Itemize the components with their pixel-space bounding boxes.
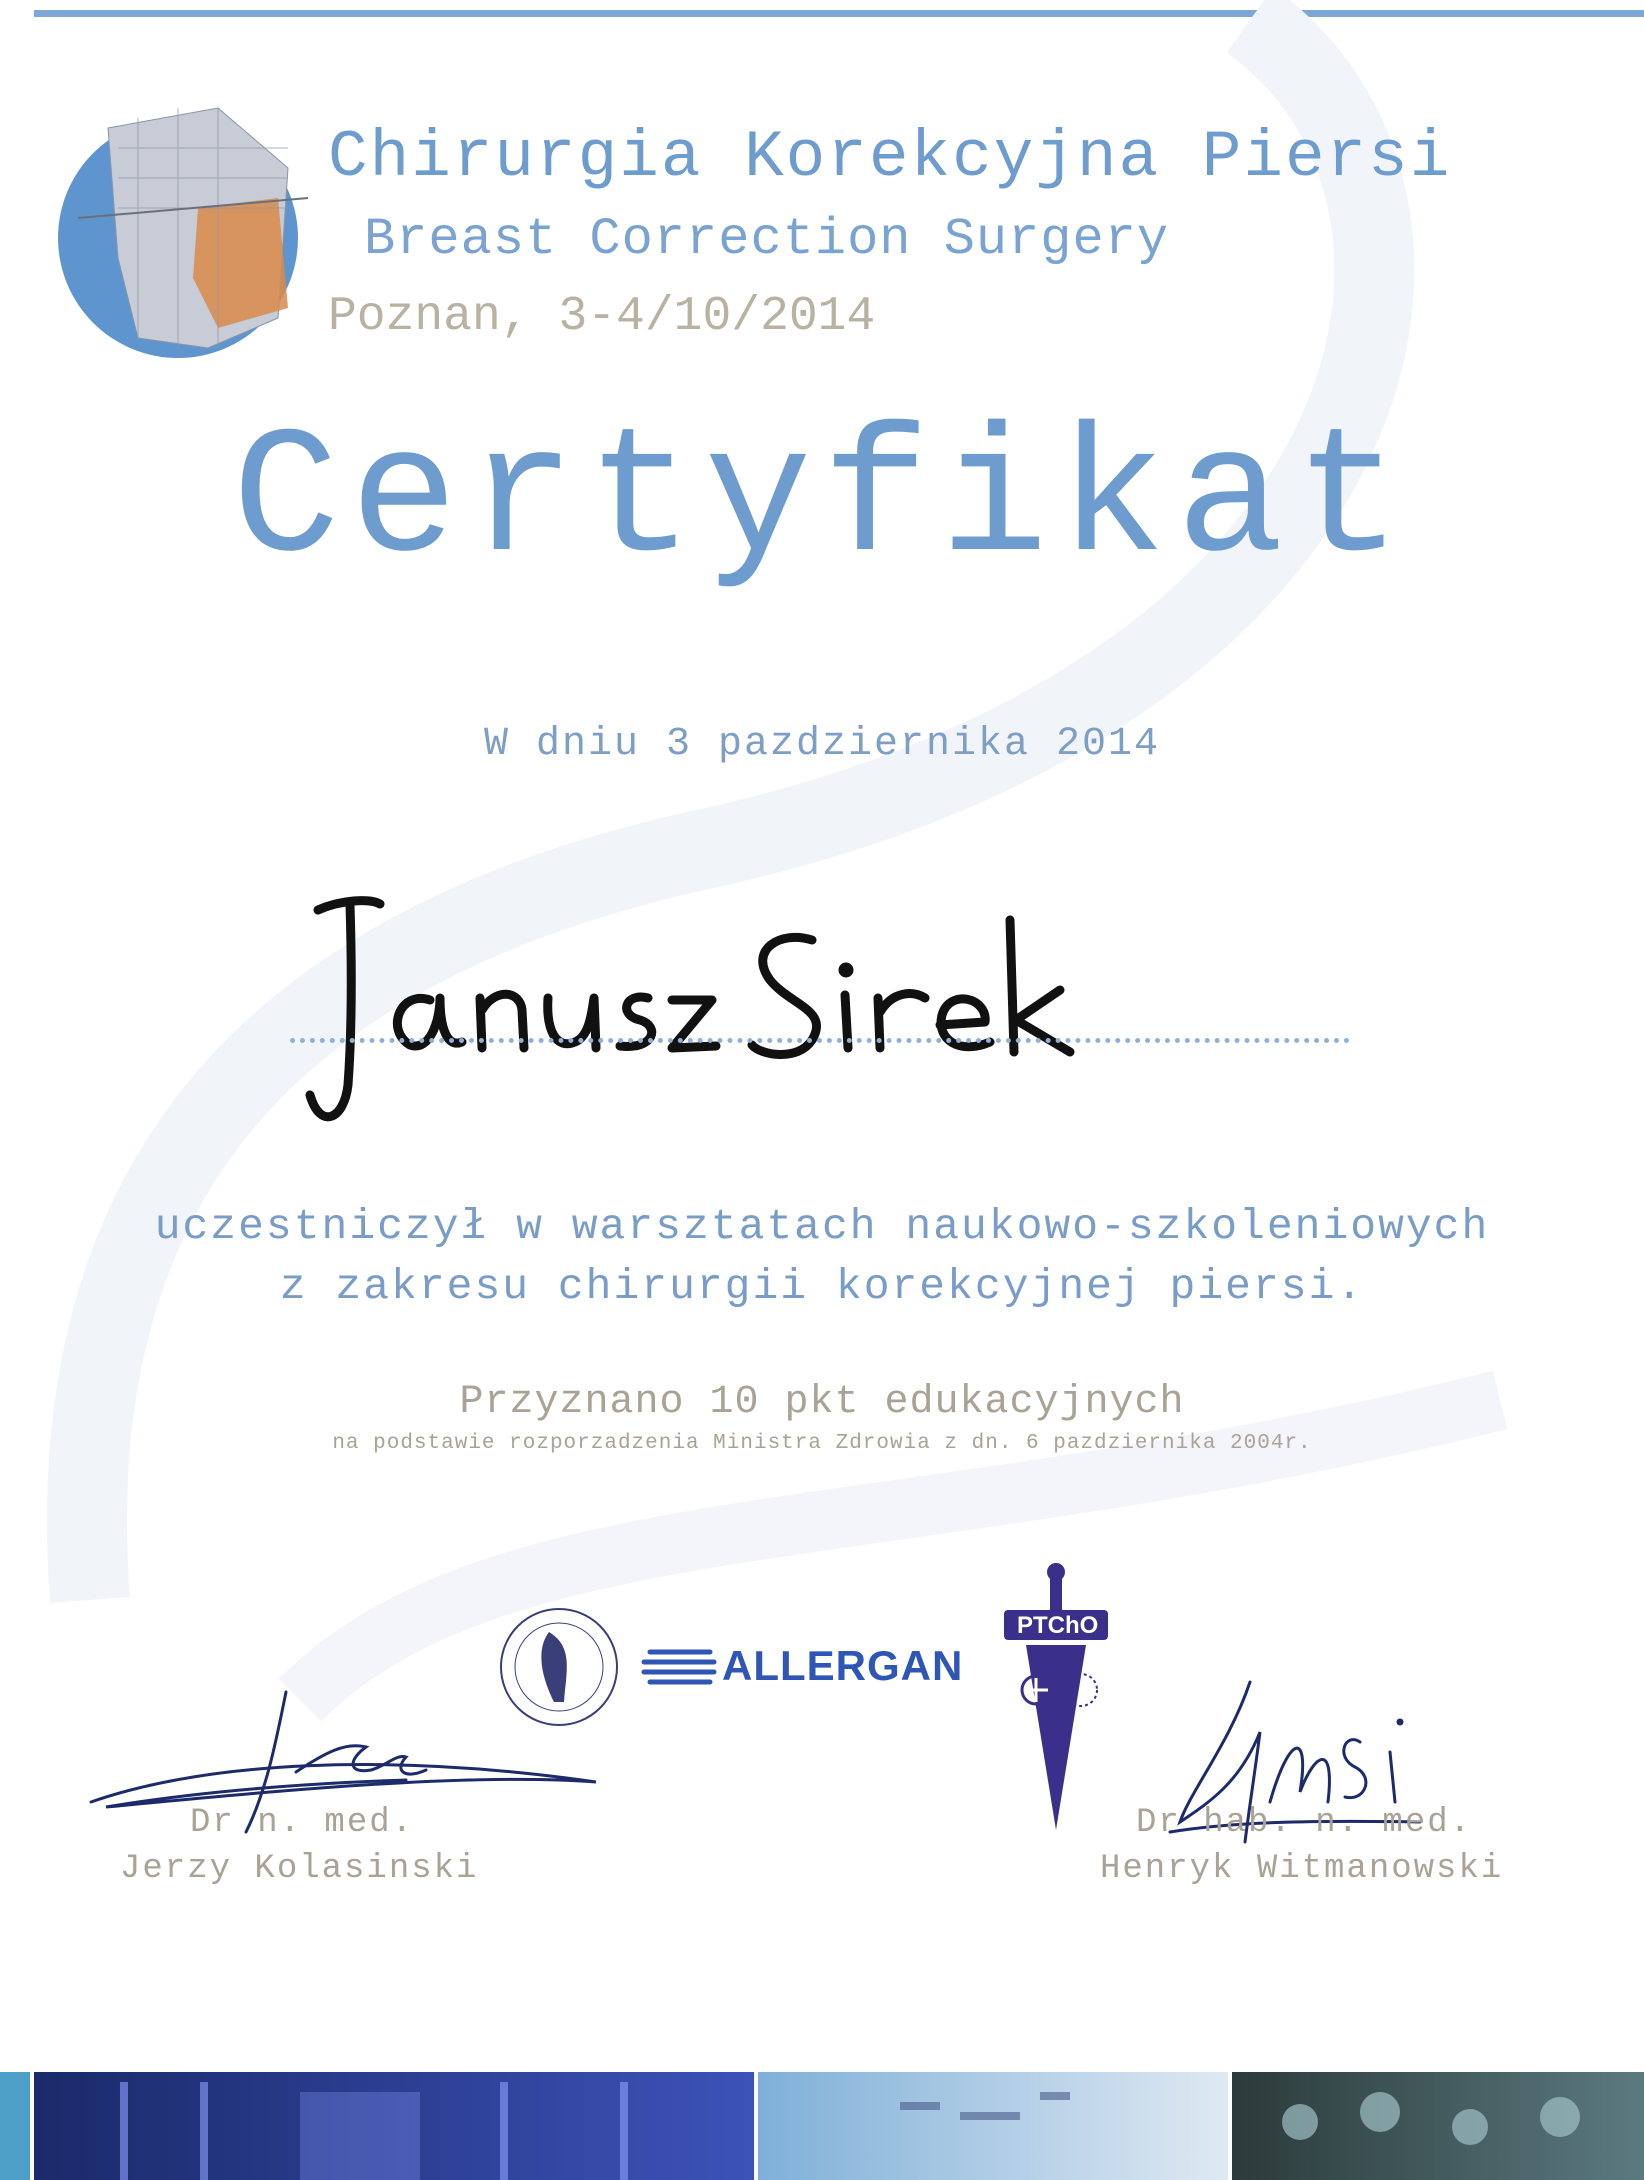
name-dotted-line (290, 1038, 1350, 1043)
left-signatory-name: Jerzy Kolasinski (120, 1850, 479, 1888)
participation-text-line2: z zakresu chirurgii korekcyjnej piersi. (279, 1262, 1365, 1311)
right-signatory-title: Dr hab. n. med. (1136, 1804, 1473, 1842)
certificate-date-line: W dniu 3 pazdziernika 2014 (483, 722, 1161, 767)
top-border-rule (34, 10, 1644, 17)
ptcho-wordmark: PTChO (1017, 1612, 1099, 1639)
ptcho-dagger-logo (996, 1560, 1116, 1840)
left-signatory-title: Dr n. med. (190, 1804, 415, 1842)
allergan-wordmark: ALLERGAN (722, 1642, 964, 1689)
legal-basis-text: na podstawie rozporzadzenia Ministra Zdrowia z dn. 6 pazdziernika 2004r. (332, 1432, 1312, 1455)
right-signatory-name: Henryk Witmanowski (1100, 1850, 1504, 1888)
conference-photo-strip (0, 2072, 1644, 2180)
education-points-text: Przyznano 10 pkt edukacyjnych (459, 1380, 1185, 1425)
signature-right (1150, 1672, 1450, 1872)
certificate-heading: Certyfikat (231, 400, 1413, 604)
conference-title-en: Breast Correction Surgery (364, 210, 1170, 269)
handwritten-participant-name (0, 880, 1644, 1140)
conference-place-date: Poznan, 3-4/10/2014 (328, 290, 876, 344)
participation-text-line1: uczestniczył w warsztatach naukowo-szkoleniowych (154, 1202, 1490, 1251)
breast-model-logo (48, 88, 308, 368)
conference-title-pl: Chirurgia Korekcyjna Piersi (328, 120, 1452, 195)
